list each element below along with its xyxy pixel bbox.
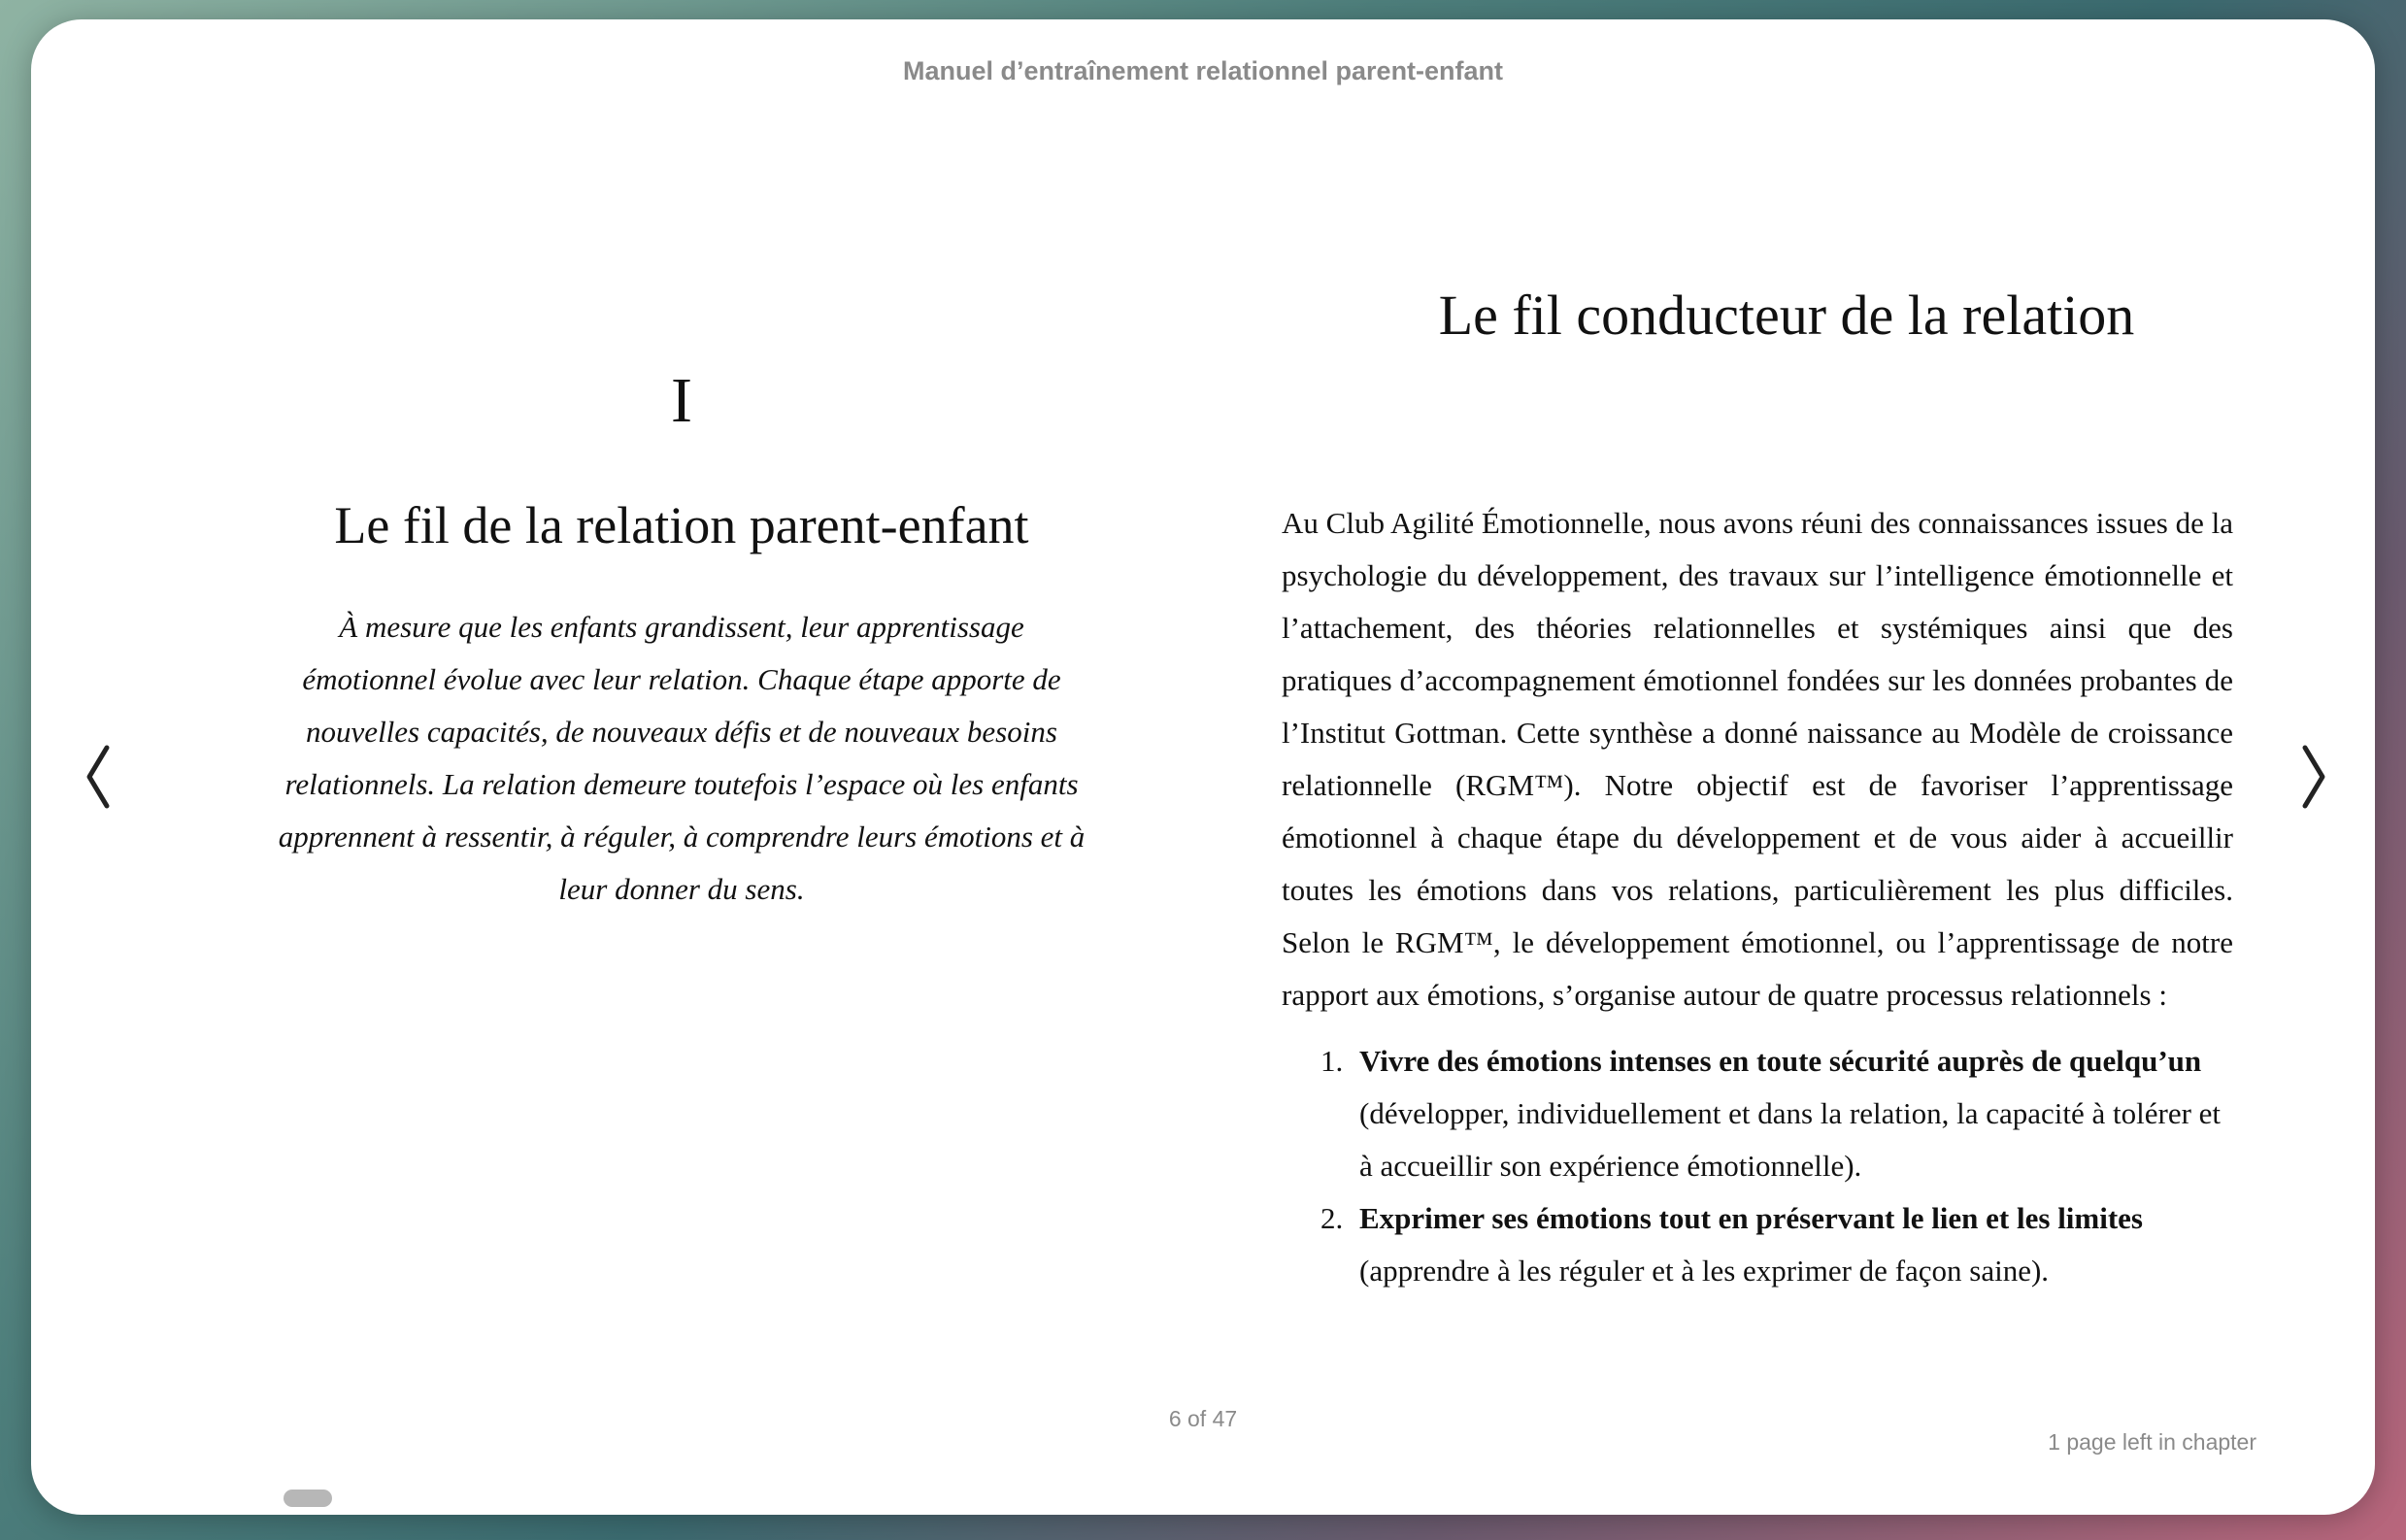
chapter-title: Le fil de la relation parent-enfant [334, 496, 1029, 554]
list-item-number: 1. [1320, 1043, 1344, 1078]
chevron-right-icon [2286, 733, 2344, 820]
reader-window [31, 19, 2375, 1515]
list-item-number: 2. [1320, 1200, 1344, 1235]
pages-left-in-chapter: 1 page left in chapter [2048, 1429, 2256, 1455]
section-title: Le fil conducteur de la relation [1438, 284, 2135, 347]
process-list [1282, 1035, 2233, 1297]
chevron-left-icon [68, 733, 126, 820]
scroll-handle[interactable] [284, 1490, 332, 1507]
chapter-epigraph: À mesure que les enfants grandissent, leur apprentissage émotionnel évolue avec leur relation. Chaque étape apporte de nouvelles capacités, de nouveaux défis et de nouveaux besoins relationnels. La relation demeure toutefois l’espace où les enfants apprennent à ressentir, à réguler, à comprendre leurs émotions et à leur donner du sens. [278, 610, 1086, 907]
list-item-text: (apprendre à les réguler et à les exprimer de façon saine). [1359, 1253, 2050, 1288]
book-title: Manuel d’entraînement relationnel parent-enfant [902, 56, 1504, 85]
list-item-text: (développer, individuellement et dans la relation, la capacité à tolérer et à accueillir son expérience émotionnelle). [1359, 1095, 2222, 1183]
next-page-button[interactable] [2286, 733, 2344, 820]
page-indicator: 6 of 47 [1168, 1406, 1238, 1431]
chapter-numeral: I [671, 365, 692, 436]
list-item-bold: Exprimer ses émotions tout en préservant le lien et les limites [1359, 1200, 2143, 1235]
left-page [254, 340, 1109, 916]
body-paragraph: Au Club Agilité Émotionnelle, nous avons réuni des connaissances issues de la psychologie du développement, des travaux sur l’intelligence émotionnelle et l’attachement, des théories relationnelles et systémiques ainsi que des pratiques d’accompagnement émotionnel fondées sur les données probantes de l’Institut Gottman. Cette synthèse a donné naissance au Modèle de croissance relationnelle (RGM™). Notre objectif est de favoriser l’apprentissage émotionnel à chaque étape du développement et de vous aider à accueillir toutes les émotions dans vos relations, particulièrement les plus difficiles. Selon le RGM™, le développement émotionnel, ou l’apprentissage de notre rapport aux émotions, s’organise autour de quatre processus relationnels : [1282, 505, 2233, 1012]
list-item [1282, 1192, 2233, 1297]
list-item-bold: Vivre des émotions intenses en toute sécurité auprès de quelqu’un [1359, 1043, 2202, 1078]
list-item [1282, 1035, 2233, 1192]
previous-page-button[interactable] [68, 733, 126, 820]
right-page [1282, 282, 2233, 1297]
